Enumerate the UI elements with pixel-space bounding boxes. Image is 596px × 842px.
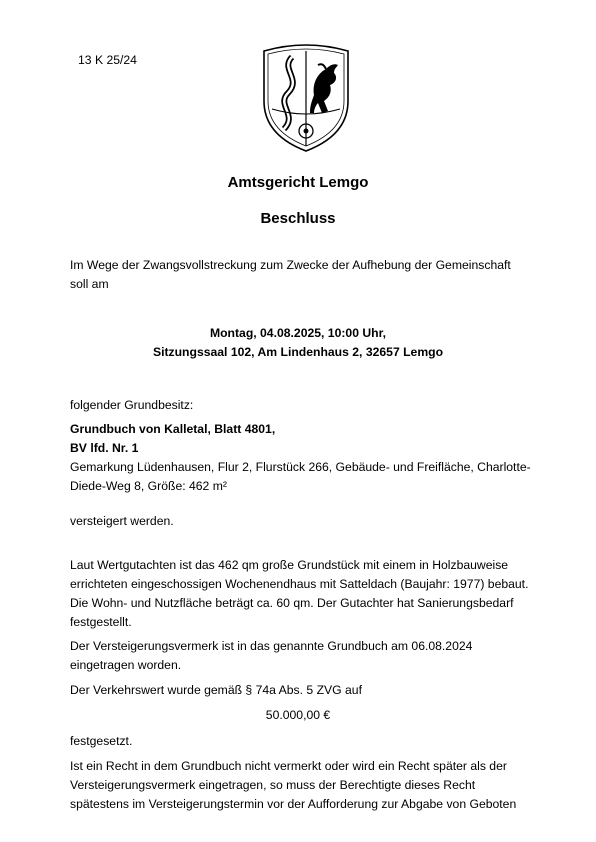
rights-line: spätestens im Versteigerungstermin vor der Aufforderung zur Abgabe von Geboten [70,797,517,811]
market-value-intro: Der Verkehrswert wurde gemäß § 74a Abs. 5 ZVG auf [70,683,362,697]
market-value-end: festgesetzt. [70,734,133,748]
appointment-location: Sitzungssaal 102, Am Lindenhaus 2, 32657 Lemgo [152,345,444,359]
property-label: folgender Grundbesitz: [70,398,194,412]
appraisal-line: Laut Wertgutachten ist das 462 qm große Grundstück mit einem in Holzbauweise [70,558,509,572]
property-description-line: Diede-Weg 8, Größe: 462 m² [70,479,227,493]
appraisal-line: festgestellt. [70,615,132,629]
coat-of-arms-emblem [258,43,354,155]
auction-statement: versteigert werden. [70,514,174,528]
document-type-heading: Beschluss [260,210,336,227]
vermerk-line: Der Versteigerungsvermerk ist in das genannte Grundbuch am 06.08.2024 [70,639,473,653]
vermerk-line: eingetragen worden. [70,658,182,672]
rights-line: Ist ein Recht in dem Grundbuch nicht vermerkt oder wird ein Recht später als der [70,759,507,773]
appraisal-line: Die Wohn- und Nutzfläche beträgt ca. 60 qm. Der Gutachter hat Sanierungsbedarf [70,596,514,610]
register-item-number: BV lfd. Nr. 1 [70,441,139,455]
market-value-amount: 50.000,00 € [265,708,331,722]
appointment-date: Montag, 04.08.2025, 10:00 Uhr, [209,326,387,340]
intro-line: Im Wege der Zwangsvollstreckung zum Zwecke der Aufhebung der Gemeinschaft [70,258,511,272]
intro-line: soll am [70,277,109,291]
case-number: 13 K 25/24 [78,53,137,67]
property-description-line: Gemarkung Lüdenhausen, Flur 2, Flurstück 266, Gebäude- und Freifläche, Charlotte- [70,460,531,474]
rights-line: Versteigerungsvermerk eingetragen, so muss der Berechtigte dieses Recht [70,778,476,792]
court-heading: Amtsgericht Lemgo [227,174,369,191]
appraisal-line: errichteten eingeschossigen Wochenendhaus mit Satteldach (Baujahr: 1977) bebaut. [70,577,529,591]
land-register-entry: Grundbuch von Kalletal, Blatt 4801, [70,422,276,436]
